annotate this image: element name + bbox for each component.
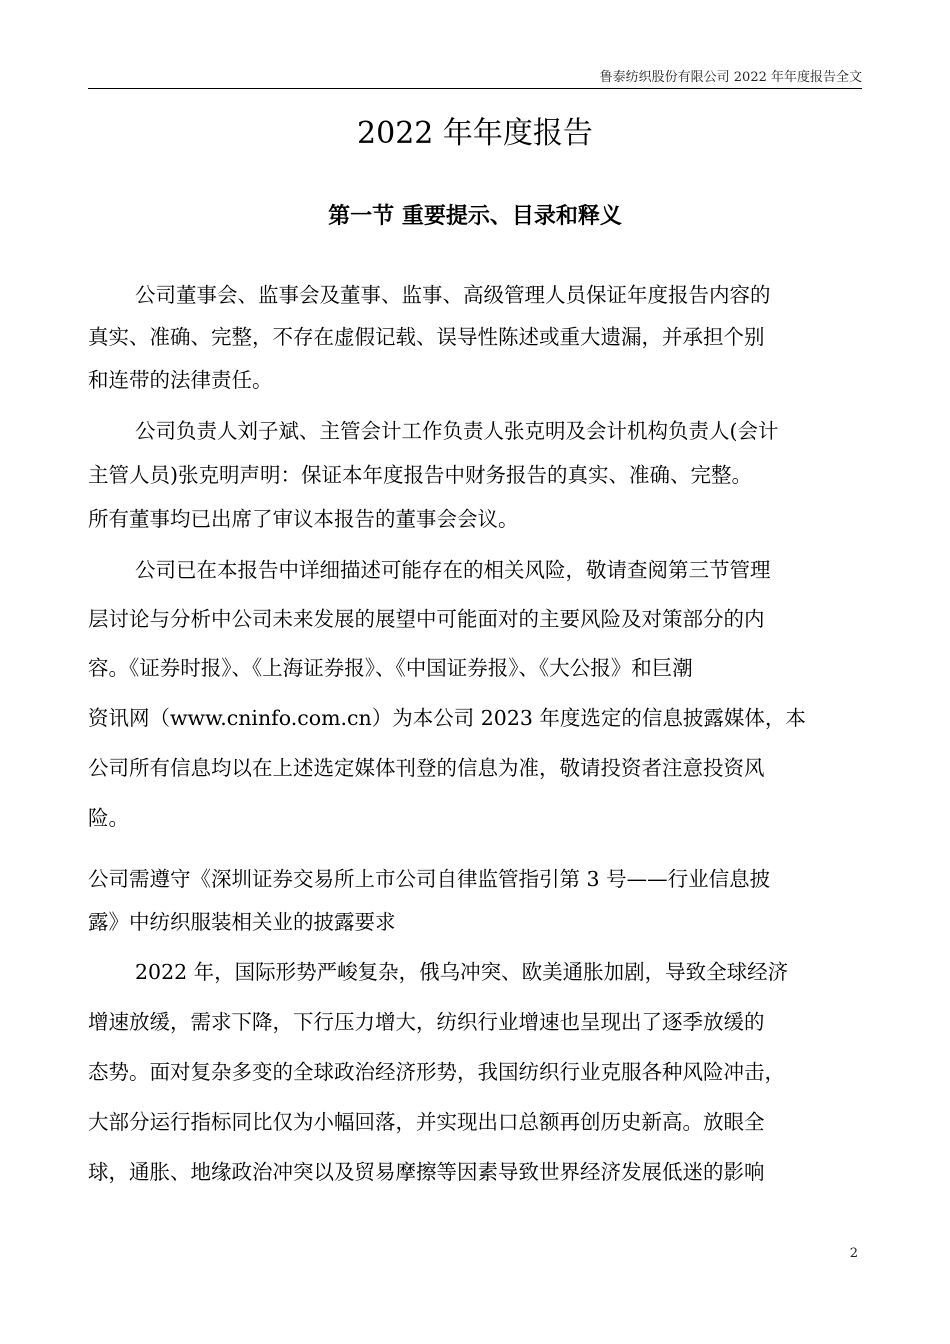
page-number: 2 [849, 1246, 858, 1261]
text-line: 险。 [88, 806, 129, 830]
text-line: 主管人员)张克明声明：保证本年度报告中财务报告的真实、准确、完整。 [88, 463, 752, 487]
text-line: 所有董事均已出席了审议本报告的董事会会议。 [88, 507, 519, 531]
section-title: 第一节 重要提示、目录和释义 [328, 203, 622, 229]
text-line: 公司董事会、监事会及董事、监事、高级管理人员保证年度报告内容的 [135, 283, 771, 307]
text-line: 球，通胀、地缘政治冲突以及贸易摩擦等因素导致世界经济发展低迷的影响 [88, 1160, 765, 1184]
text-line: 2022 年，国际形势严峻复杂，俄乌冲突、欧美通胀加剧，导致全球经济 [135, 960, 789, 984]
text-line: 和连带的法律责任。 [88, 368, 273, 392]
text-line: 资讯网（www.cninfo.com.cn）为本公司 2023 年度选定的信息披露媒体，本 [88, 706, 806, 730]
text-line: 容。《证券时报》、《上海证券报》、《中国证券报》、《大公报》和巨潮 [88, 656, 693, 680]
text-line: 态势。面对复杂多变的全球政治经济形势，我国纺织行业克服各种风险冲击， [88, 1060, 785, 1084]
text-line: 露》中纺织服装相关业的披露要求 [88, 910, 396, 934]
text-line: 公司所有信息均以在上述选定媒体刊登的信息为准，敬请投资者注意投资风 [88, 756, 765, 780]
text-line: 大部分运行指标同比仅为小幅回落，并实现出口总额再创历史新高。放眼全 [88, 1110, 765, 1134]
report-title: 2022 年年度报告 [357, 116, 593, 151]
text-line: 公司需遵守《深圳证券交易所上市公司自律监管指引第 3 号——行业信息披 [88, 867, 771, 891]
header-rule [88, 88, 862, 89]
text-line: 层讨论与分析中公司未来发展的展望中可能面对的主要风险及对策部分的内 [88, 607, 765, 631]
text-line: 增速放缓，需求下降，下行压力增大，纺织行业增速也呈现出了逐季放缓的 [88, 1010, 765, 1034]
text-line: 公司已在本报告中详细描述可能存在的相关风险，敬请查阅第三节管理 [135, 558, 771, 582]
text-line: 公司负责人刘子斌、主管会计工作负责人张克明及会计机构负责人(会计 [135, 419, 779, 443]
running-header: 鲁泰纺织股份有限公司 2022 年年度报告全文 [599, 70, 862, 85]
text-line: 真实、准确、完整，不存在虚假记载、误导性陈述或重大遗漏，并承担个别 [88, 325, 765, 349]
